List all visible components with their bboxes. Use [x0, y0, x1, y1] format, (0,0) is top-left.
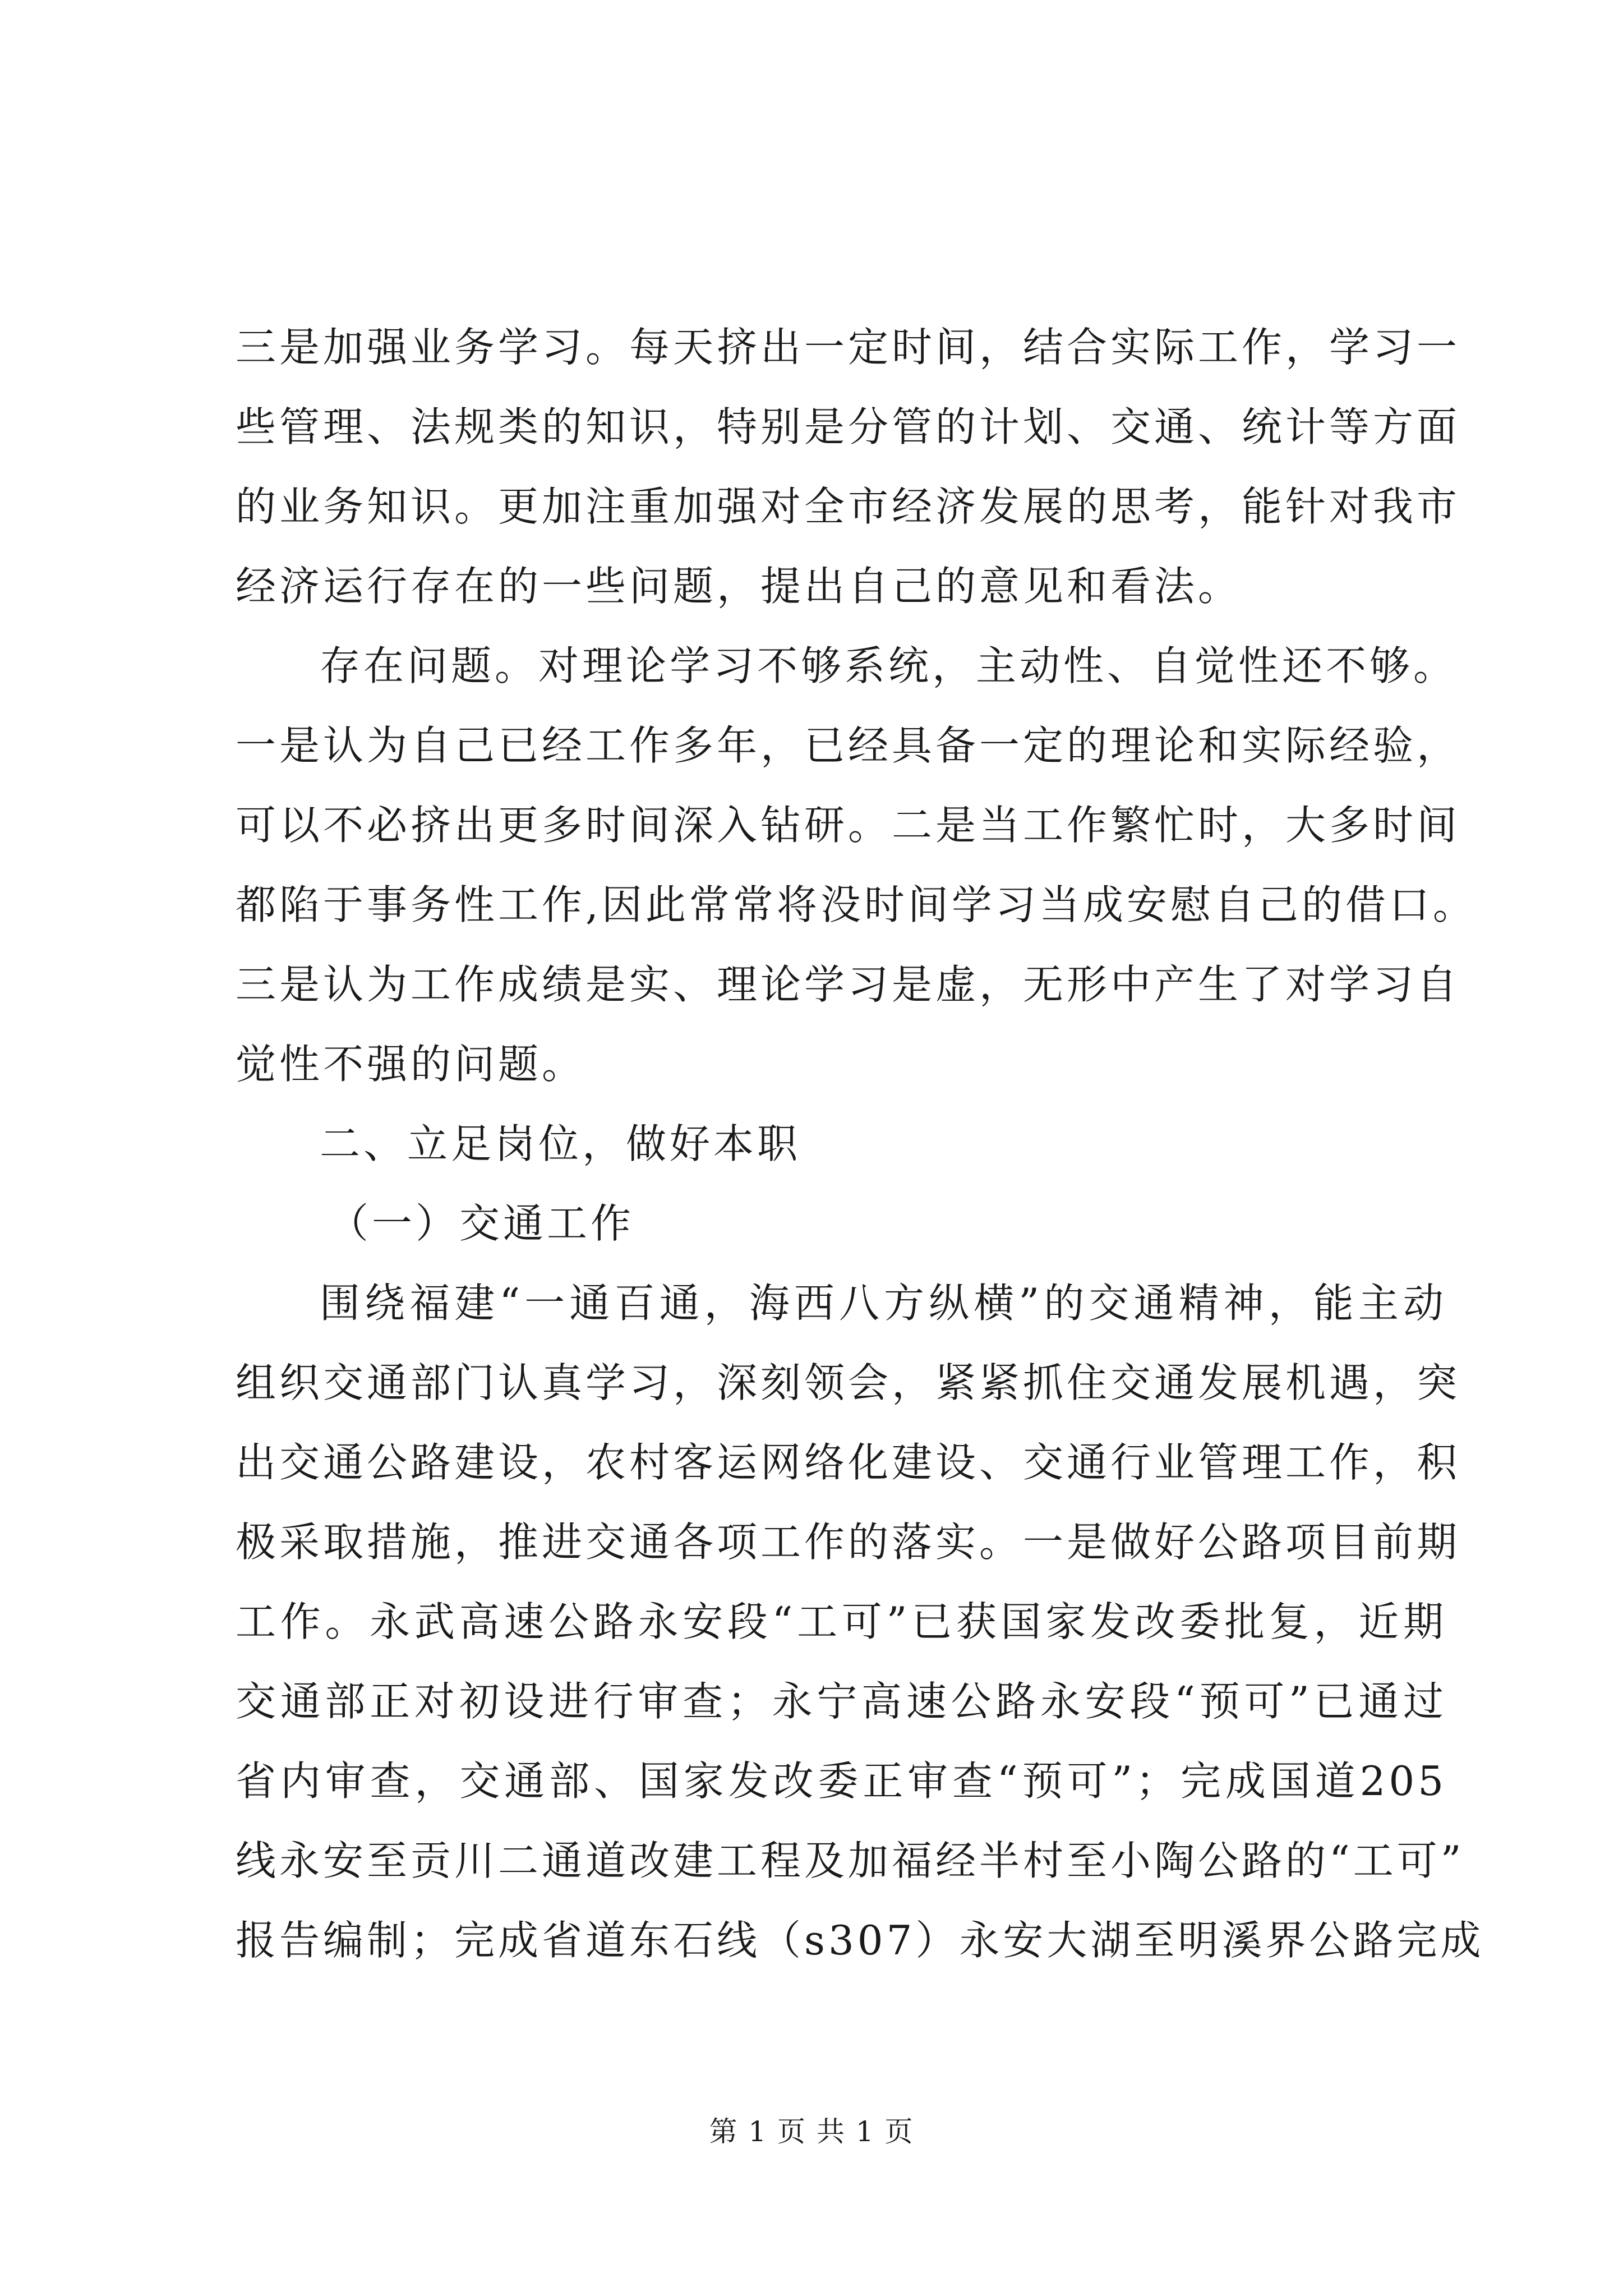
text-line: 觉性不强的问题。: [236, 1041, 586, 1088]
text-line: 都陷于事务性工作,因此常常将没时间学习当成安慰自己的借口。: [236, 881, 1477, 928]
document-body: [236, 307, 1484, 1980]
text-line: 一是认为自己已经工作多年，已经具备一定的理论和实际经验，: [236, 722, 1461, 769]
text-line: 工作。永武高速公路永安段“工可”已获国家发改委批复，近期: [236, 1598, 1447, 1645]
text-line: 些管理、法规类的知识，特别是分管的计划、交通、统计等方面: [236, 403, 1461, 450]
text-line: 的业务知识。更加注重加强对全市经济发展的思考，能针对我市: [236, 483, 1461, 530]
text-line: 出交通公路建设，农村客运网络化建设、交通行业管理工作，积: [236, 1439, 1461, 1486]
text-line: 报告编制；完成省道东石线（s307）永安大湖至明溪界公路完成: [236, 1917, 1484, 1964]
text-line: 经济运行存在的一些问题，提出自己的意见和看法。: [236, 563, 1242, 610]
text-line: 省内审查，交通部、国家发改委正审查“预可”；完成国道205: [236, 1757, 1447, 1805]
text-line: 围绕福建“一通百通，海西八方纵横”的交通精神，能主动: [320, 1280, 1447, 1327]
text-line: 交通部正对初设进行审查；永宁高速公路永安段“预可”已通过: [236, 1678, 1447, 1725]
text-line: 三是认为工作成绩是实、理论学习是虚，无形中产生了对学习自: [236, 961, 1461, 1008]
text-line: 组织交通部门认真学习，深刻领会，紧紧抓住交通发展机遇，突: [236, 1359, 1461, 1406]
text-line: 可以不必挤出更多时间深入钻研。二是当工作繁忙时，大多时间: [236, 802, 1461, 849]
section-heading: 二、立足岗位，做好本职: [320, 1120, 801, 1167]
subsection-heading: （一）交通工作: [328, 1200, 635, 1247]
text-line: 存在问题。对理论学习不够系统，主动性、自觉性还不够。: [320, 642, 1458, 689]
page-footer: [0, 2109, 1623, 2150]
page-number-label: 第 1 页 共 1 页: [709, 2115, 914, 2148]
text-line: 极采取措施，推进交通各项工作的落实。一是做好公路项目前期: [236, 1519, 1461, 1566]
text-line: 三是加强业务学习。每天挤出一定时间，结合实际工作，学习一: [236, 324, 1461, 371]
text-line: 线永安至贡川二通道改建工程及加福经半村至小陶公路的“工可”: [236, 1837, 1465, 1884]
